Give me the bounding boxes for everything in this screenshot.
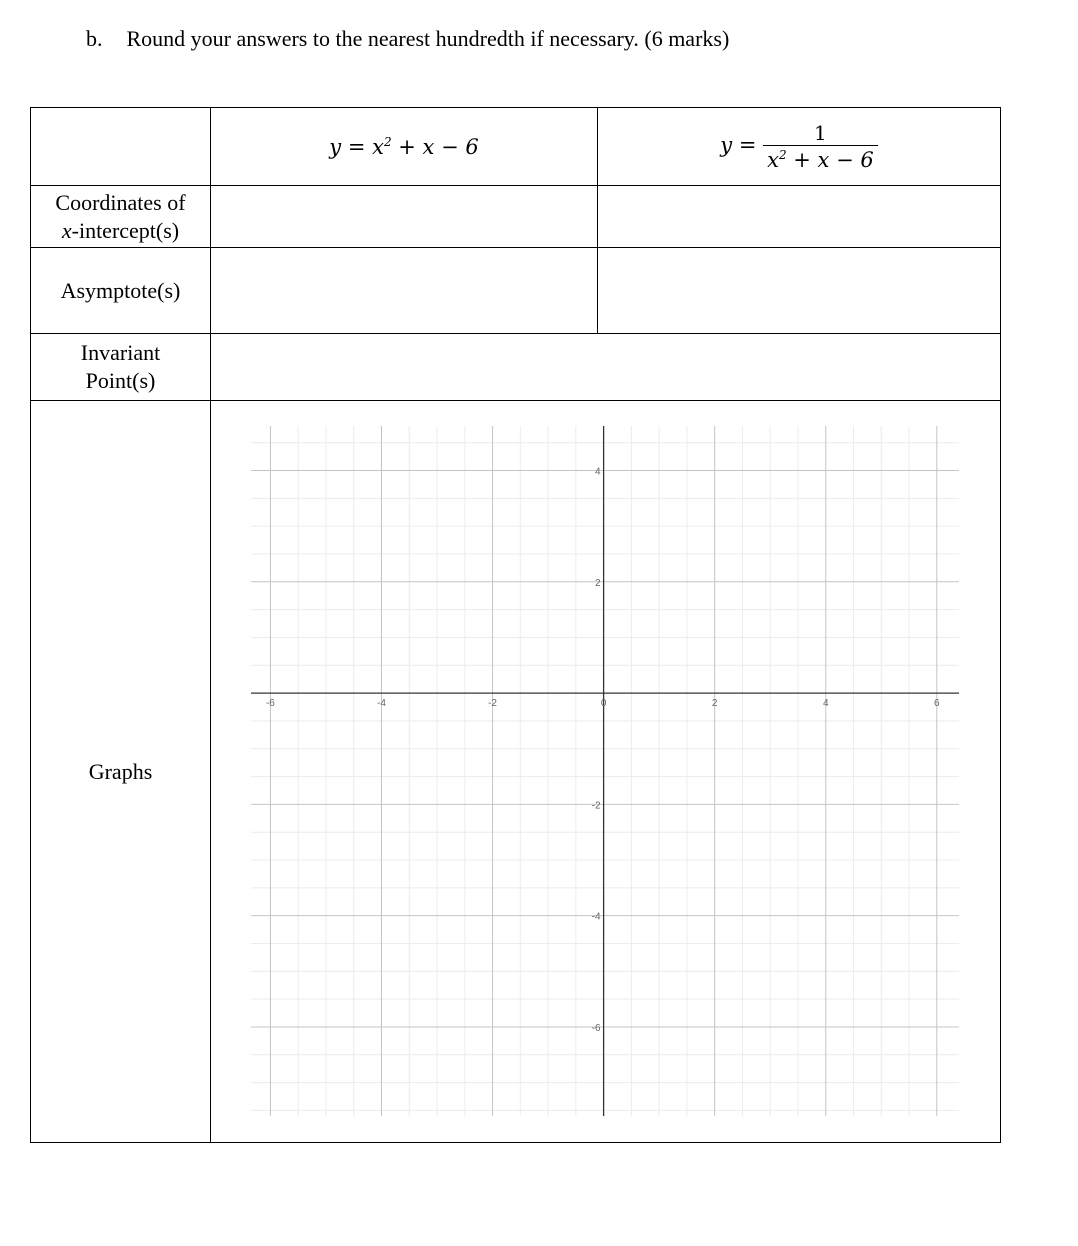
graphs-label: Graphs [31,401,211,1143]
x-tick-label: -6 [265,698,275,710]
asymptotes-label: Asymptote(s) [31,248,211,334]
reciprocal-equation: y = $\frac{1}{x^2 + x - 6}$ [720,133,877,157]
x-tick-label: 4 [822,698,829,710]
question-label: b. [86,26,103,51]
y-tick-label: -6 [591,1022,601,1034]
y-tick-label: -4 [591,911,601,923]
x-tick-label: 0 [600,698,607,710]
question-heading [86,26,729,52]
x-tick-label: -4 [377,698,386,710]
asymptotes-row [31,248,1001,334]
intercepts-reciprocal-answer[interactable] [598,186,1001,248]
coordinate-grid[interactable] [251,426,959,1116]
intercepts-row [31,186,1001,248]
question-text: Round your answers to the nearest hundredth if necessary. (6 marks) [126,26,730,51]
header-row [31,108,1001,186]
invariant-answer[interactable] [211,334,1001,401]
y-tick-label: 2 [595,577,601,589]
x-tick-label: -2 [488,698,498,710]
y-tick-label: 4 [595,466,601,478]
quadratic-equation: $y = x^2 + x - 6$ [329,134,479,159]
header-quadratic-cell [211,108,598,186]
x-tick-label: 2 [711,698,718,710]
x-tick-label: 6 [934,698,940,710]
header-reciprocal-cell [598,108,1001,186]
worksheet-table [30,107,1001,1143]
intercepts-quadratic-answer[interactable] [211,186,598,248]
intercepts-label: Coordinates of x-intercept(s) [31,186,211,248]
reciprocal-fraction: $\frac{1}{x^2 + x - 6}$ [763,121,878,172]
graphs-row [31,401,1001,1143]
invariant-row [31,334,1001,401]
graph-cell [211,401,1001,1143]
y-tick-label: -2 [591,800,601,812]
header-blank-cell [31,108,211,186]
asymptotes-quadratic-answer[interactable] [211,248,598,334]
asymptotes-reciprocal-answer[interactable] [598,248,1001,334]
invariant-label: Invariant Point(s) [31,334,211,401]
